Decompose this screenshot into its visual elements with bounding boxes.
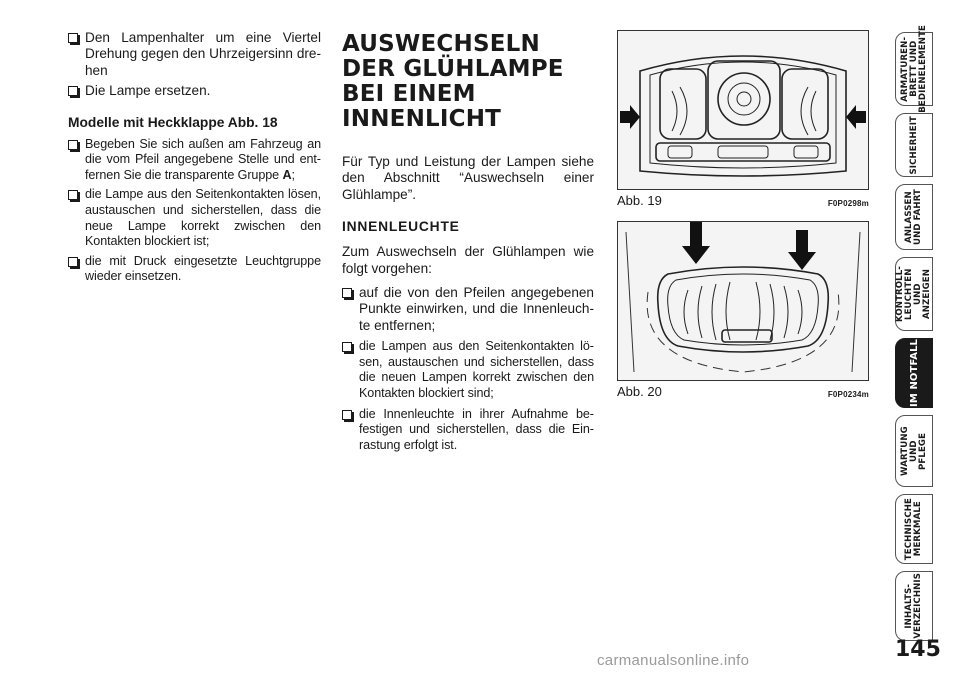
page-title: AUSWECHSELN DER GLÜHLAMPE BEI EINEM INNENLICHT — [342, 31, 564, 132]
bullet-item: die mit Druck eingesetzte Leuchtgruppe wieder einsetzen. — [68, 254, 321, 285]
checkbox-bullet-icon — [68, 190, 78, 200]
section-heading: INNENLEUCHTE — [342, 219, 460, 235]
figure-column — [617, 30, 869, 399]
tab-wartung-und-pflege[interactable]: WARTUNG UND PFLEGE — [895, 415, 933, 487]
bullet-item: die Lampe aus den Seitenkontakten lösen, austauschen und sicherstellen, dass die neue Lampe korrekt zwischen den Kontakten blockiert ist; — [68, 187, 321, 249]
tab-kontrollleuchten[interactable]: KONTROLL- LEUCHTEN UND ANZEIGEN — [895, 257, 933, 331]
subheading: Modelle mit Heckklappe Abb. 18 — [68, 114, 278, 130]
figure-code: F0P0298m — [827, 199, 869, 208]
bullet-item: die Innenleuchte in ihrer Aufnahme befestigen und sicherstellen, dass die Einrastung erfolgt ist. — [342, 407, 594, 454]
chapter-tabs — [895, 25, 933, 648]
figure-label: Abb. 19 — [617, 193, 662, 208]
checkbox-bullet-icon — [68, 257, 78, 267]
interior-light-front-illustration — [618, 31, 868, 189]
tab-armaturenbrett[interactable]: ARMATUREN- BRETT UND BEDIENELEMENTE — [895, 32, 933, 106]
figure-code: F0P0234m — [827, 390, 869, 399]
interior-light-rear-illustration — [618, 222, 868, 380]
tab-inhaltsverzeichnis[interactable]: INHALTS- VERZEICHNIS — [895, 571, 933, 641]
bullet-item: die Lampen aus den Seitenkontakten lösen, austauschen und sicherstellen, dass die neuen Lampen korrekt zwischen den Kontakten blockiert sind; — [342, 339, 594, 401]
group-letter: A — [282, 167, 292, 182]
tab-technische-merkmale[interactable]: TECHNISCHE MERKMALE — [895, 494, 933, 564]
tab-anlassen-und-fahrt[interactable]: ANLASSEN UND FAHRT — [895, 184, 933, 250]
section-intro: Zum Auswechseln der Glühlampen wie folgt vorgehen: — [342, 244, 594, 276]
checkbox-bullet-icon — [342, 410, 352, 420]
checkbox-bullet-icon — [68, 33, 78, 43]
tab-im-notfall[interactable]: IM NOTFALL — [895, 338, 933, 408]
checkbox-bullet-icon — [342, 342, 352, 352]
intro-paragraph: Für Typ und Leistung der Lampen siehe den Abschnitt “Auswechseln einer Glühlampe”. — [342, 154, 594, 202]
checkbox-bullet-icon — [342, 288, 352, 298]
figure-20-image — [617, 221, 869, 381]
bullet-item: auf die von den Pfeilen angegebenen Punkte einwirken, und die Innenleuchte entfernen; — [342, 285, 594, 334]
bullet-item: Begeben Sie sich außen am Fahrzeug an die vom Pfeil angegebene Stelle und entfernen Sie die transparente Gruppe A; — [68, 137, 321, 184]
checkbox-bullet-icon — [68, 86, 78, 96]
bullet-item: Den Lampenhalter um eine Viertel Drehung gegen den Uhrzeigersinn drehen — [68, 30, 321, 79]
figure-19-image — [617, 30, 869, 190]
page-number: 145 — [895, 637, 941, 662]
left-column — [68, 30, 321, 289]
middle-column — [342, 30, 594, 457]
bullet-item: Die Lampe ersetzen. — [68, 83, 321, 99]
checkbox-bullet-icon — [68, 140, 78, 150]
watermark: carmanualsonline.info — [597, 652, 750, 669]
figure-label: Abb. 20 — [617, 384, 662, 399]
figure-19-caption — [617, 193, 869, 208]
figure-20-caption — [617, 384, 869, 399]
tab-sicherheit[interactable]: SICHERHEIT — [895, 113, 933, 177]
